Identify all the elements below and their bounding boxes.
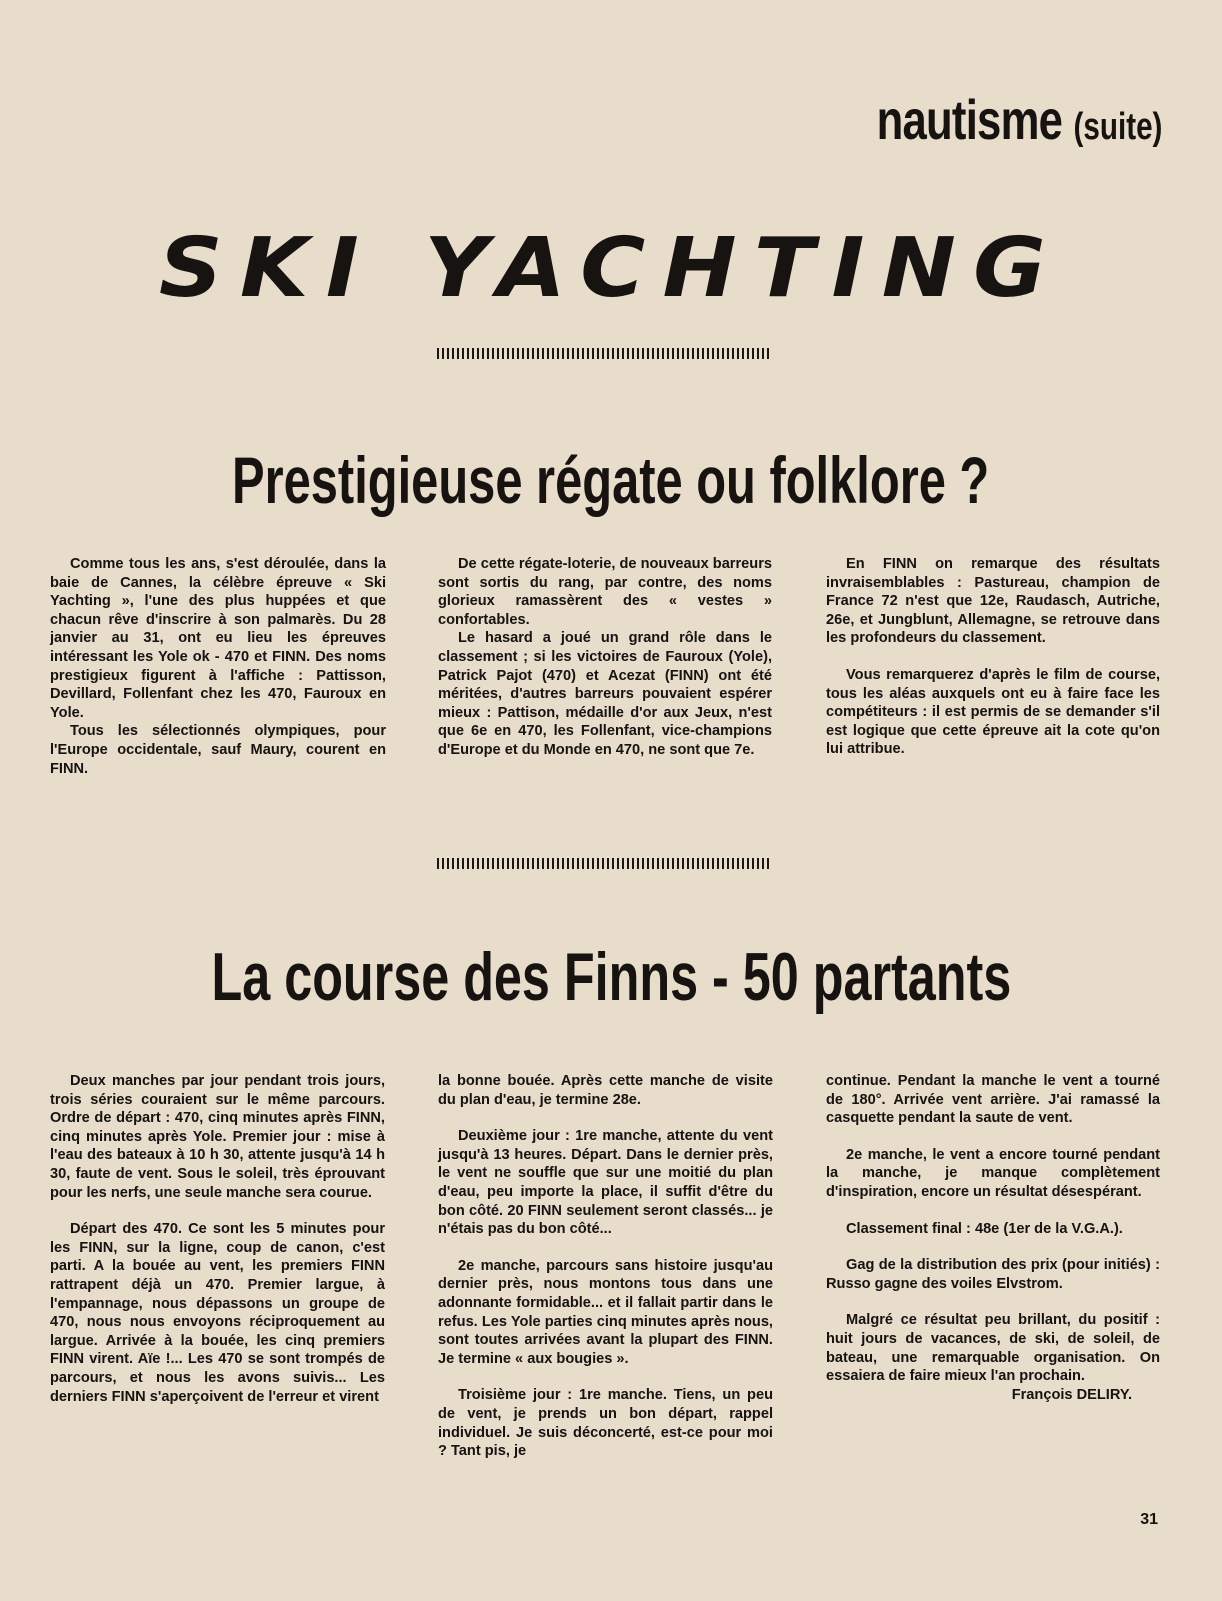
author-signature: François DELIRY. bbox=[1011, 1386, 1132, 1403]
paragraph: Vous remarquerez d'après le film de course, tous les aléas auxquels ont eu à faire face les compétiteurs : il est permis de se demander s'il est logique que cette épreuve ait la cote qu'on lui attribue. bbox=[826, 666, 1160, 758]
section-title: nautisme bbox=[876, 88, 1062, 151]
paragraph: 2e manche, parcours sans histoire jusqu'au dernier près, nous montons tous dans une adonnante formidable... et il fallait partir dans le refus. Les Yole parties cinq minutes après nous, sont toutes arrivées avant la plupart des FINN. Je termine « aux bougies ». bbox=[438, 1257, 773, 1367]
divider-rule-middle bbox=[437, 858, 769, 869]
divider-rule-top bbox=[437, 348, 769, 359]
page-number: 31 bbox=[1140, 1511, 1158, 1528]
article2-headline-text: La course des Finns - 50 partants bbox=[211, 939, 1011, 1015]
paragraph: De cette régate-loterie, de nouveaux barreurs sont sortis du rang, par contre, des noms glorieux ramassèrent des « vestes » confortables. bbox=[438, 556, 772, 628]
article2-column-1 bbox=[50, 1072, 385, 1406]
banner-title: SKI YACHTING bbox=[158, 221, 1064, 316]
paragraph: Deux manches par jour pendant trois jours, trois séries couraient sur le même parcours. Ordre de départ : 470, cinq minutes après FINN, cinq minutes après Yole. Premier jour : mise à l'eau des bateaux à 10 h 30, attente jusqu'à 14 h 30, faute de vent. Sous le soleil, très éprouvant pour les nerfs, une seule manche sera courue. bbox=[50, 1073, 385, 1201]
paragraph: Deuxième jour : 1re manche, attente du vent jusqu'à 13 heures. Départ. Dans le dernier près, le vent ne souffle que sur une moitié du plan d'eau, peu importe la place, il suffit d'être du bon côté. 20 FINN seulement seront classés... je n'étais pas du bon côté... bbox=[438, 1128, 773, 1238]
paragraph: Le hasard a joué un grand rôle dans le classement ; si les victoires de Fauroux (Yole), Patrick Pajot (470) et Acezat (FINN) ont été méritées, d'autres barreurs pouvaient espérer mieux : Pattison, médaille d'or aux Jeux, n'est que 6e en 470, les Follenfant, vice-champions d'Europe et du Monde en 470, ne sont que 7e. bbox=[438, 630, 772, 758]
article1-headline bbox=[0, 443, 1222, 517]
article1-column-1 bbox=[50, 555, 386, 778]
paragraph: En FINN on remarque des résultats invraisemblables : Pastureau, champion de France 72 n'est que 12e, Raudasch, Autriche, 26e, et Jungblunt, Allemagne, se retrouve dans les profondeurs du classement. bbox=[826, 556, 1160, 647]
article1-headline-text: Prestigieuse régate ou folklore ? bbox=[232, 443, 990, 517]
paragraph: Tous les sélectionnés olympiques, pour l'Europe occidentale, sauf Maury, courent en FINN. bbox=[50, 723, 386, 777]
paragraph: Départ des 470. Ce sont les 5 minutes pour les FINN, sur la ligne, coup de canon, c'est parti. A la bouée au vent, les premiers FINN rattrapent déjà un 470. Premier largue, à l'empannage, nous dépassons un groupe de 470, nous nous envoyons réciproquement au largue. Arrivée à la bouée, les cinq premiers FINN virent. Aïe !... Les 470 se sont trompés de parcours, et nous les avons suivis... Les derniers FINN s'aperçoivent de l'erreur et virent bbox=[50, 1221, 385, 1405]
paragraph: Malgré ce résultat peu brillant, du positif : huit jours de vacances, de ski, de soleil, de bateau, une remarquable organisation. On essaiera de faire mieux l'an prochain. bbox=[826, 1312, 1160, 1385]
article2-column-3 bbox=[826, 1072, 1160, 1404]
paragraph: continue. Pendant la manche le vent a tourné de 180°. Arrivée vent arrière. J'ai ramassé la casquette pendant la saute de vent. bbox=[826, 1073, 1160, 1127]
article2-column-2 bbox=[438, 1072, 773, 1461]
paragraph: Gag de la distribution des prix (pour initiés) : Russo gagne des voiles Elvstrom. bbox=[826, 1257, 1160, 1292]
paragraph: la bonne bouée. Après cette manche de visite du plan d'eau, je termine 28e. bbox=[438, 1073, 773, 1108]
paragraph: Classement final : 48e (1er de la V.G.A.). bbox=[846, 1220, 1123, 1237]
section-suite: (suite) bbox=[1073, 106, 1162, 148]
paragraph: 2e manche, le vent a encore tourné pendant la manche, je manque complètement d'inspiration, encore un résultat désespérant. bbox=[826, 1146, 1160, 1200]
paragraph: Comme tous les ans, s'est déroulée, dans la baie de Cannes, la célèbre épreuve « Ski Yachting », l'une des plus huppées et que chacun rêve d'inscrire à son palmarès. Du 28 janvier au 31, ont eu lieu les épreuves intéressant les Yole ok - 470 et FINN. Des noms prestigieux figurent à l'affiche : Pattisson, Devillard, Follenfant chez les 470, Fauroux en Yole. bbox=[50, 556, 386, 721]
article1-column-3 bbox=[826, 555, 1160, 759]
article1-column-2 bbox=[438, 555, 772, 760]
paragraph: Troisième jour : 1re manche. Tiens, un peu de vent, je prends un bon départ, rappel individuel. Je suis déconcerté, est-ce pour moi ? Tant pis, je bbox=[438, 1387, 773, 1460]
section-tag bbox=[876, 88, 1162, 151]
article2-headline bbox=[0, 939, 1222, 1015]
